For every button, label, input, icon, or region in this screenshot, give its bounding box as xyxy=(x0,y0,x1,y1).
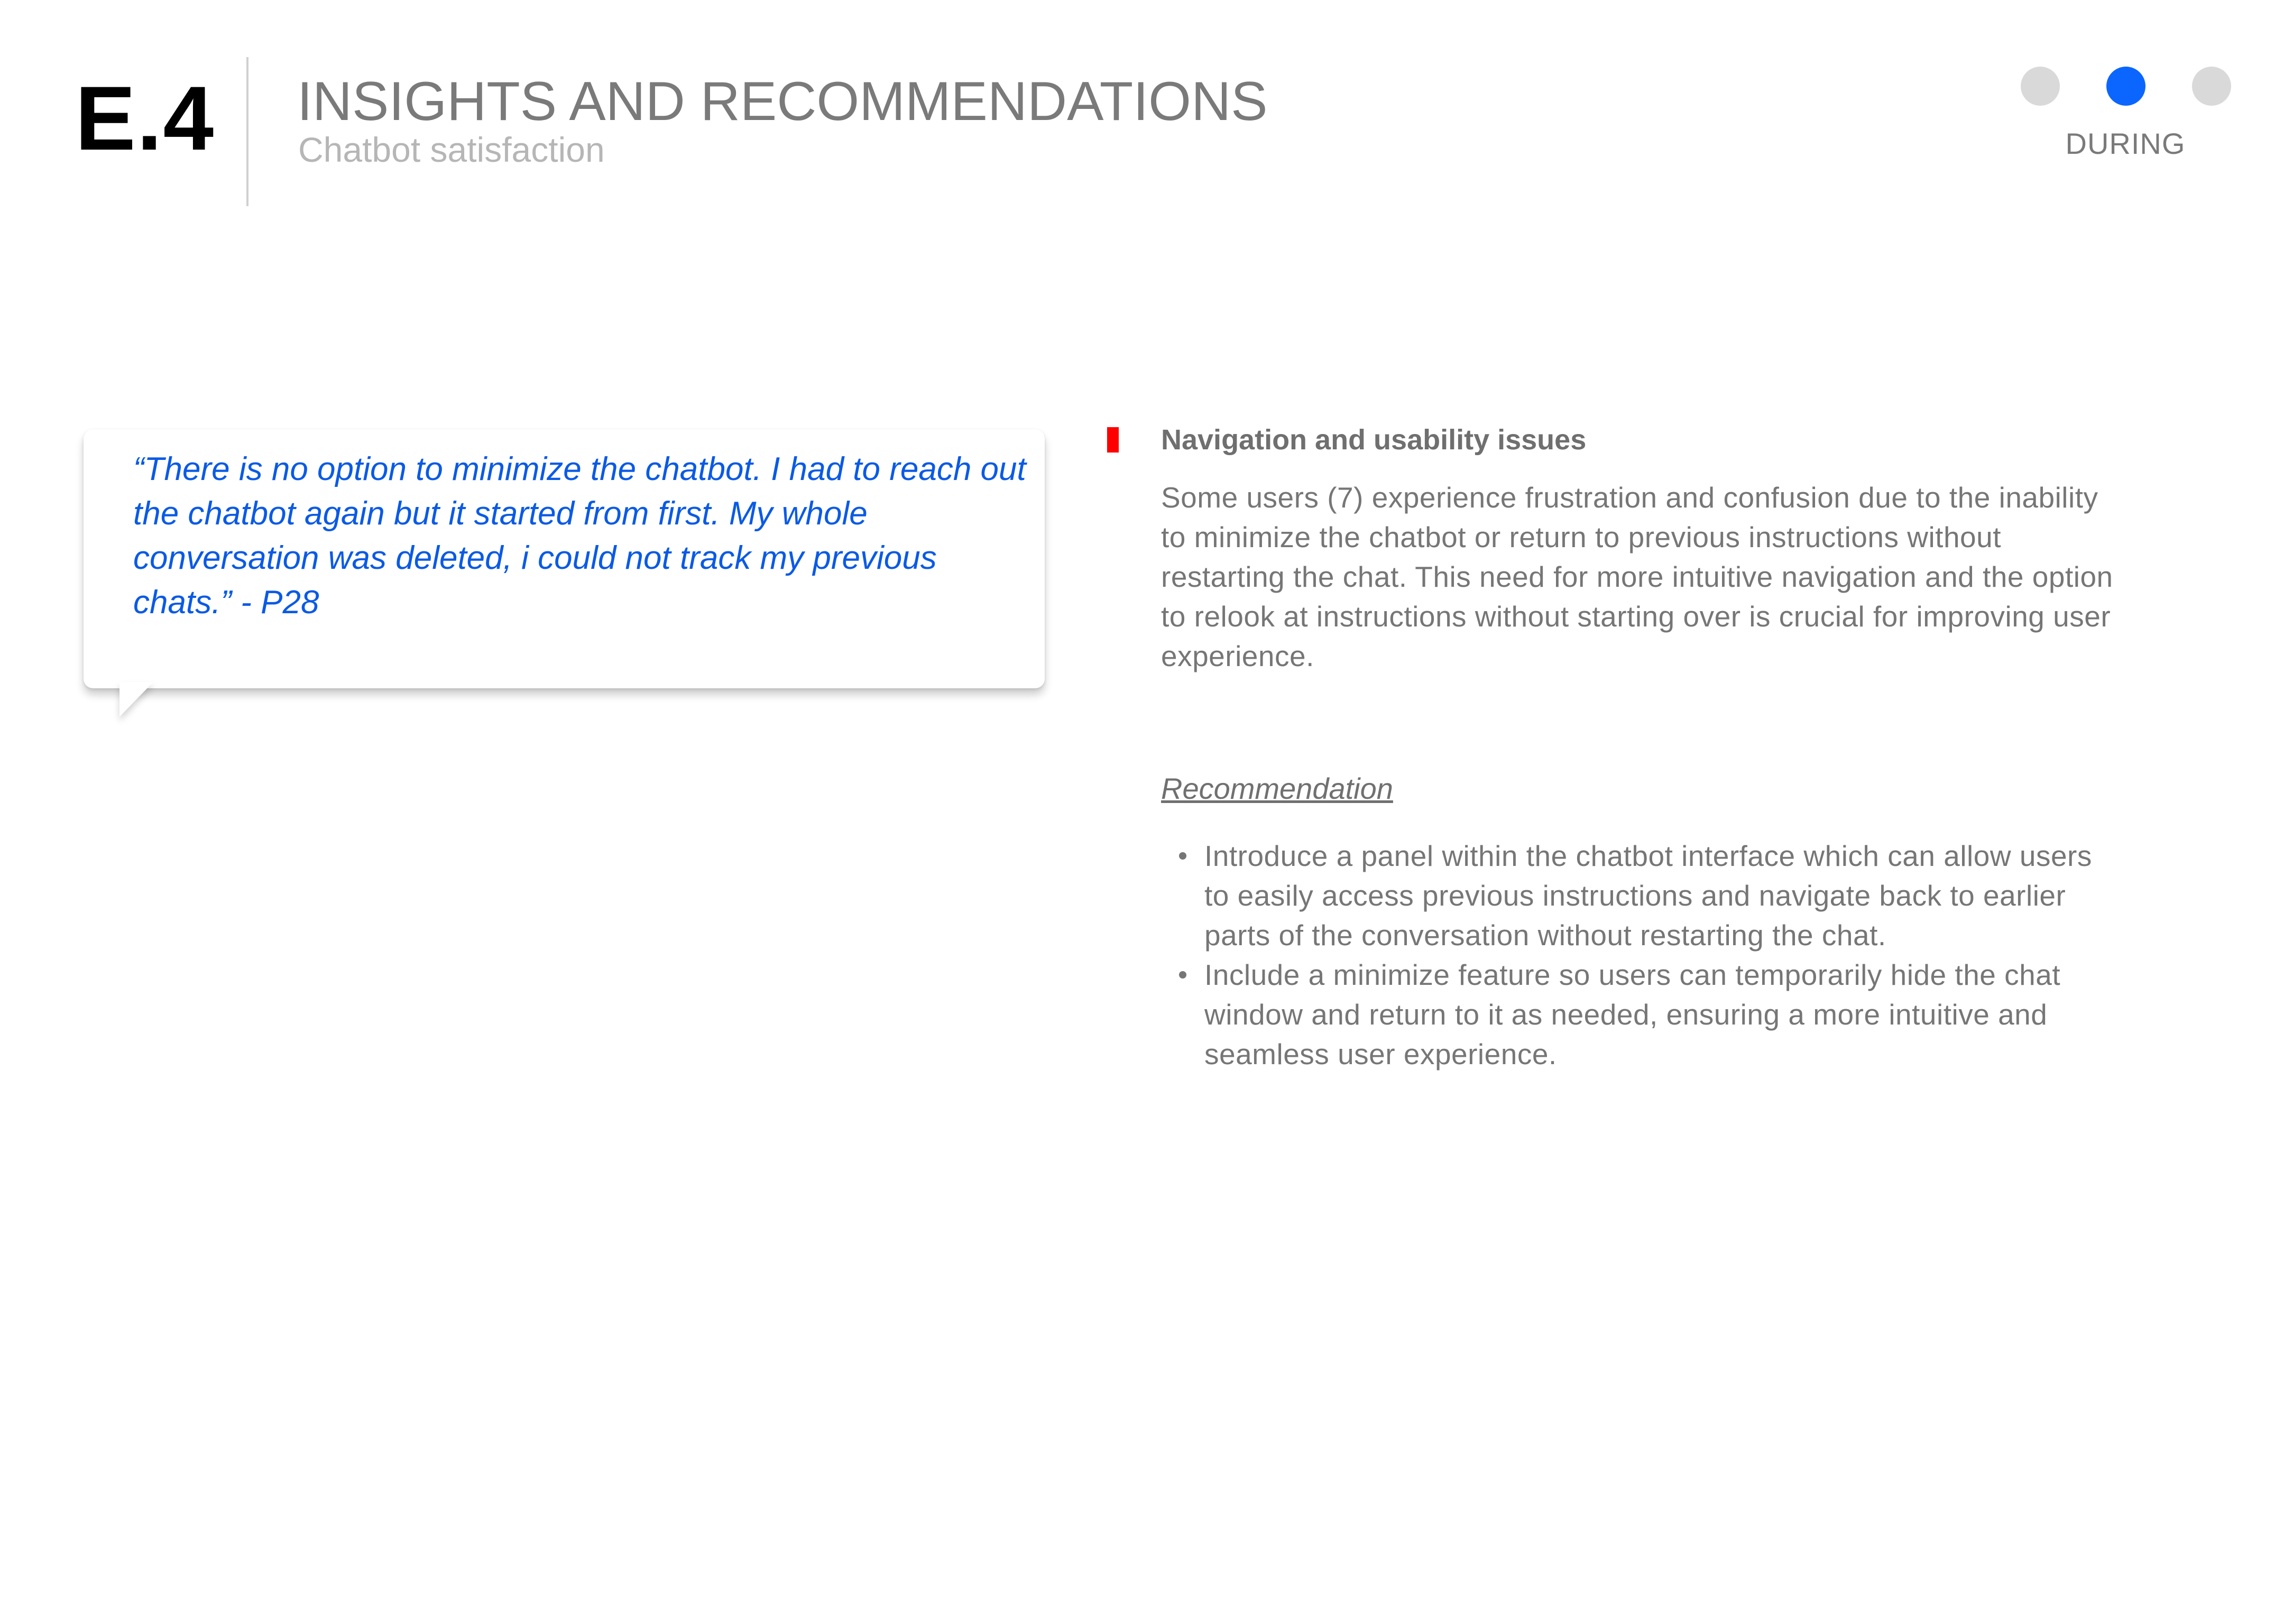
quote-bubble-tail xyxy=(119,682,153,717)
list-item xyxy=(1161,836,2123,955)
list-item xyxy=(1161,955,2123,1074)
bullet-icon xyxy=(1179,971,1186,979)
bullet-icon xyxy=(1179,852,1186,860)
recommendation-text: Introduce a panel within the chatbot interface which can allow users to easily access previous instructions and navigate back to earlier parts of the conversation without restarting the chat. xyxy=(1204,839,2092,952)
progress-dot-before xyxy=(2021,67,2060,106)
insight-heading: Navigation and usability issues xyxy=(1161,424,1587,456)
recommendation-list xyxy=(1161,836,2123,1074)
participant-quote: “There is no option to minimize the chatbot. I had to reach out the chatbot again but it started from first. My whole conversation was deleted, i could not track my previous chats.” - P28 xyxy=(133,451,1026,621)
phase-label: DURING xyxy=(2065,127,2186,160)
section-number: E.4 xyxy=(75,68,215,169)
header-divider xyxy=(246,57,248,206)
recommendation-text: Include a minimize feature so users can temporarily hide the chat window and return to it as needed, ensuring a more intuitive and seamless user experience. xyxy=(1204,958,2061,1071)
recommendation-heading: Recommendation xyxy=(1161,772,1393,805)
insight-body: Some users (7) experience frustration and confusion due to the inability to minimize the chatbot or return to previous instructions without restarting the chat. This need for more intuitive navigation and the option to relook at instructions without starting over is crucial for improving user experience. xyxy=(1161,481,2113,672)
page-title: INSIGHTS AND RECOMMENDATIONS xyxy=(297,71,1268,132)
progress-dot-during xyxy=(2106,67,2145,106)
insight-marker xyxy=(1107,427,1119,453)
progress-dot-after xyxy=(2192,67,2231,106)
page-subtitle: Chatbot satisfaction xyxy=(298,130,605,169)
